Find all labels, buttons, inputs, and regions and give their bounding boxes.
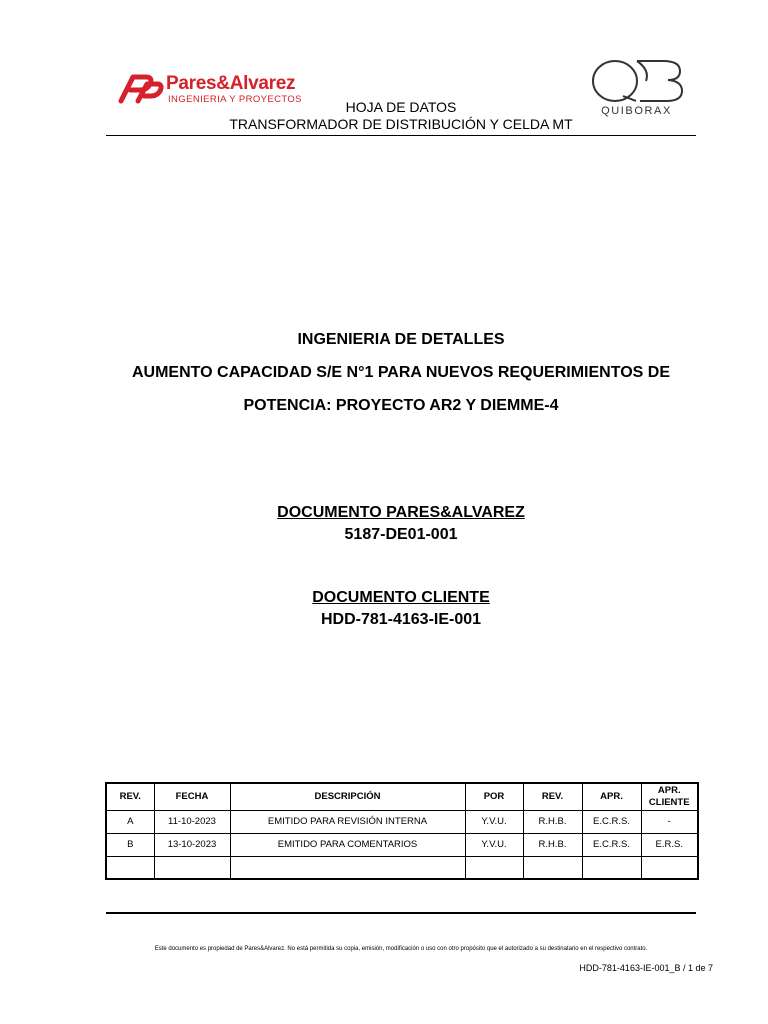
cell-fecha: 13-10-2023 (154, 833, 230, 856)
company-tagline: INGENIERIA Y PROYECTOS (168, 94, 302, 105)
document-type: HOJA DE DATOS (345, 99, 457, 115)
cell-por: Y.V.U. (465, 810, 523, 833)
footer-divider (106, 912, 696, 914)
title-line-3: POTENCIA: PROYECTO AR2 Y DIEMME-4 (243, 397, 559, 414)
header-descripcion: DESCRIPCIÓN (230, 783, 465, 810)
cell-por (465, 856, 523, 879)
cell-apr-cliente: - (641, 810, 698, 833)
header-apr-cliente-line1: APR. (657, 784, 681, 796)
header-rev: REV. (106, 783, 154, 810)
company-document-label (0, 504, 768, 522)
cell-fecha: 11-10-2023 (154, 810, 230, 833)
quiborax-logo-icon (588, 58, 684, 104)
client-document-label-text: DOCUMENTO CLIENTE (312, 589, 490, 606)
revision-table-header-row (106, 783, 698, 810)
title-line-2: AUMENTO CAPACIDAD S/E N°1 PARA NUEVOS REQUERIMIENTOS DE (131, 364, 670, 381)
table-row (106, 833, 698, 856)
cell-revisor: R.H.B. (523, 810, 582, 833)
company-document-label-text: DOCUMENTO PARES&ALVAREZ (277, 504, 525, 521)
company-brand-name: Pares&Alvarez (166, 73, 296, 94)
cell-apr-cliente (641, 856, 698, 879)
cell-por: Y.V.U. (465, 833, 523, 856)
header-apr-cliente (641, 783, 698, 810)
company-document-number: 5187-DE01-001 (344, 526, 458, 543)
cell-apr: E.C.R.S. (582, 833, 641, 856)
client-document-label (0, 589, 768, 607)
table-row (106, 856, 698, 879)
cell-descripcion: EMITIDO PARA REVISIÓN INTERNA (230, 810, 465, 833)
cell-apr: E.C.R.S. (582, 810, 641, 833)
cell-rev: B (106, 833, 154, 856)
page-reference: HDD-781-4163-IE-001_B / 1 de 7 (579, 963, 713, 973)
footer-disclaimer: Este documento es propiedad de Pares&Alvarez. No está permitida su copia, emisión, modificación o uso con otro propósito que el autorizado a su destinatario en el respectivo contrato. (154, 946, 648, 952)
cell-revisor (523, 856, 582, 879)
client-logo-name: QUIBORAX (601, 105, 672, 117)
cell-rev (106, 856, 154, 879)
cell-fecha (154, 856, 230, 879)
header-divider (106, 135, 696, 136)
cell-descripcion (230, 856, 465, 879)
header-fecha: FECHA (154, 783, 230, 810)
title-line-1: INGENIERIA DE DETALLES (297, 331, 505, 348)
cell-apr-cliente: E.R.S. (641, 833, 698, 856)
header-apr-cliente-line2: CLIENTE (648, 796, 690, 808)
header-apr: APR. (582, 783, 641, 810)
table-row (106, 810, 698, 833)
header-por: POR (465, 783, 523, 810)
client-document-number: HDD-781-4163-IE-001 (320, 611, 482, 628)
revision-table (105, 782, 699, 880)
cell-apr (582, 856, 641, 879)
cell-rev: A (106, 810, 154, 833)
cell-revisor: R.H.B. (523, 833, 582, 856)
header-revisor: REV. (523, 783, 582, 810)
cell-descripcion: EMITIDO PARA COMENTARIOS (230, 833, 465, 856)
document-subject: TRANSFORMADOR DE DISTRIBUCIÓN Y CELDA MT (229, 116, 573, 132)
